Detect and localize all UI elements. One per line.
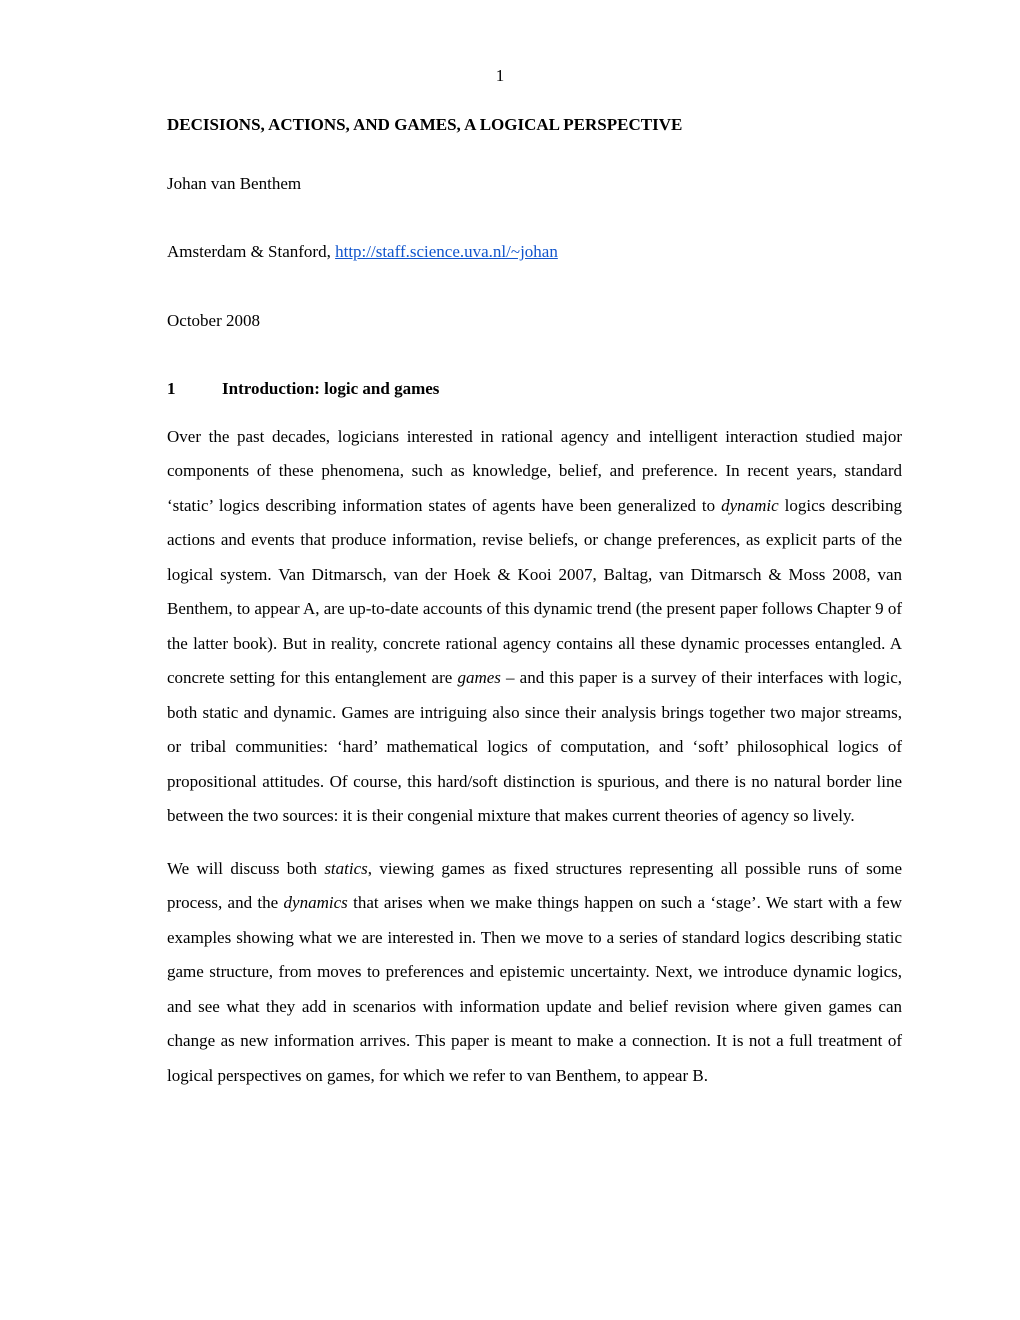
affiliation-text: Amsterdam & Stanford, xyxy=(167,242,336,261)
text-run: that arises when we make things happen on such a ‘stage’. We start with a few examples showing what we are interested in. Then we move to a series of standard logics describing static game structure, from moves to preferences and epistemic uncertainty. Next, we introduce dynamic logics, and see what they add in scenarios with information update and belief revision where given games can change as new information arrives. This paper is meant to make a connection. It is not a full treatment of logical perspectives on games, for which we refer to van Benthem, to appear B. xyxy=(167,893,902,1085)
italic-text-run: games xyxy=(457,668,501,687)
section-number: 1 xyxy=(167,379,176,398)
text-run: – and this paper is a survey of their interfaces with logic, both static and dynamic. Games are intriguing also since their analysis brings together two major streams, or tribal communities: ‘hard’ mathematical logics of computation, and ‘soft’ philosophical logics of propositional attitudes. Of course, this hard/soft distinction is spurious, and there is no natural border line between the two sources: it is their congenial mixture that makes current theories of agency so lively. xyxy=(167,668,902,825)
italic-text-run: dynamics xyxy=(283,893,348,912)
date-line: October 2008 xyxy=(167,310,261,330)
text-run: logics describing actions and events that produce information, revise beliefs, or change preferences, as explicit parts of the logical system. Van Ditmarsch, van der Hoek & Kooi 2007, Baltag, van Ditmarsch & Moss 2008, van Benthem, to appear A, are up-to-date accounts of this dynamic trend (the present paper follows Chapter 9 of the latter book). But in reality, concrete rational agency contains all these dynamic processes entangled. A concrete setting for this entanglement are xyxy=(167,495,903,687)
italic-text-run: statics xyxy=(324,858,368,878)
section-heading xyxy=(167,372,902,407)
text-run: We will discuss both xyxy=(167,858,325,878)
author-name: Johan van Benthem xyxy=(167,173,302,193)
paragraph xyxy=(167,420,902,834)
document-title: DECISIONS, ACTIONS, AND GAMES, A LOGICAL PERSPECTIVE xyxy=(167,115,683,134)
body-paragraphs xyxy=(167,420,902,1094)
text-run: , viewing games as fixed structures representing all possible runs of some process, and the xyxy=(167,858,903,912)
paragraph xyxy=(167,852,902,1094)
affiliation-line xyxy=(167,235,902,270)
author-homepage-link[interactable]: http://staff.science.uva.nl/~johan xyxy=(335,242,558,261)
text-run: Over the past decades, logicians interested in rational agency and intelligent interaction studied major components of these phenomena, such as knowledge, belief, and preference. In recent years, standard ‘static’ logics describing information states of agents have been generalized to xyxy=(167,426,902,515)
section-title: Introduction: logic and games xyxy=(222,379,440,398)
page-number: 1 xyxy=(495,66,505,85)
italic-text-run: dynamic xyxy=(721,495,779,515)
